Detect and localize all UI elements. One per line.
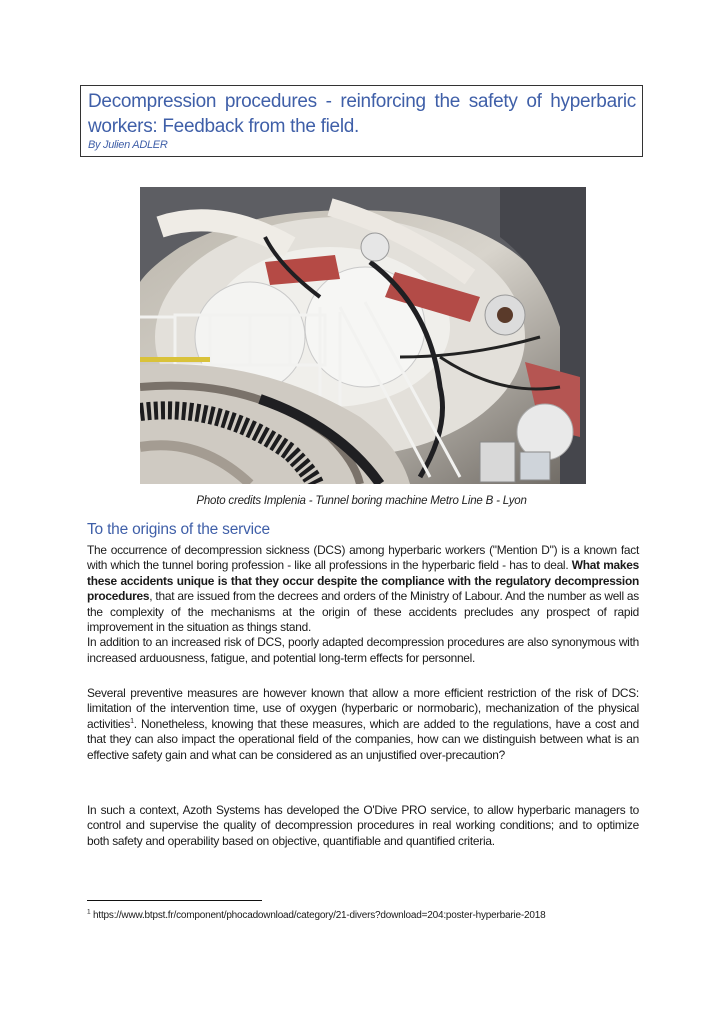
paragraph-preventive-measures [87, 686, 639, 763]
title-box [80, 85, 643, 157]
paragraph-odive-service [87, 803, 639, 849]
footnote [87, 909, 627, 923]
paragraph2-after-ref: . Nonetheless, knowing that these measures, which are added to the regulations, have a cost and that they can also impact the operational field of the companies, how can we distinguish between what is an effective safety gain and what can be considered as an unjustified over-precaution? [87, 716, 639, 762]
photo-caption: Photo credits Implenia - Tunnel boring machine Metro Line B - Lyon [196, 495, 527, 507]
photo-illustration [140, 187, 586, 484]
document-title: Decompression procedures - reinforcing the safety of hyperbaric workers: Feedback from the field. [88, 91, 636, 137]
footnote-number: 1 [87, 908, 91, 916]
paragraph2-before-ref: Several preventive measures are however known that allow a more efficient restriction of the risk of DCS: limitation of the intervention time, use of oxygen (hyperbaric or normobaric), mechanization of the physical activities [87, 686, 639, 731]
footnote-link[interactable]: https://www.btpst.fr/component/phocadownload/category/21-divers?download=204:poster-hyperbarie-2018 [93, 910, 546, 921]
paragraph1-intro: The occurrence of decompression sickness (DCS) among hyperbaric workers ("Mention D") is a known fact with which the tunnel boring profession - like all professions in the hyperbaric field - has to deal. [87, 543, 639, 573]
tunnel-boring-machine-photo [140, 187, 586, 484]
paragraph1-continuation: , that are issued from the decrees and orders of the Ministry of Labour. And the number as well as the complexity of the mechanisms at the origin of these accidents precludes any prospect of rapid improvement in the situation as things stand. [87, 589, 639, 635]
footnote-reference[interactable]: 1 [130, 717, 134, 725]
paragraph3-text: In such a context, Azoth Systems has developed the O'Dive PRO service, to allow hyperbaric managers to control and supervise the quality of decompression procedures in real working conditions; and to optimize both safety and operability based on objective, quantifiable and quantified criteria. [87, 803, 639, 848]
paragraph1-second-line: In addition to an increased risk of DCS, poorly adapted decompression procedures are also synonymous with increased arduousness, fatigue, and potential long-term effects for personnel. [87, 635, 639, 665]
paragraph1-bold-statement: What makes these accidents unique is that they occur despite the compliance with the regulatory decompression procedures [87, 558, 640, 604]
section-heading: To the origins of the service [87, 521, 270, 538]
footnote-divider [87, 900, 262, 901]
paragraph-origins [87, 543, 639, 666]
author-byline: By Julien ADLER [88, 139, 168, 151]
